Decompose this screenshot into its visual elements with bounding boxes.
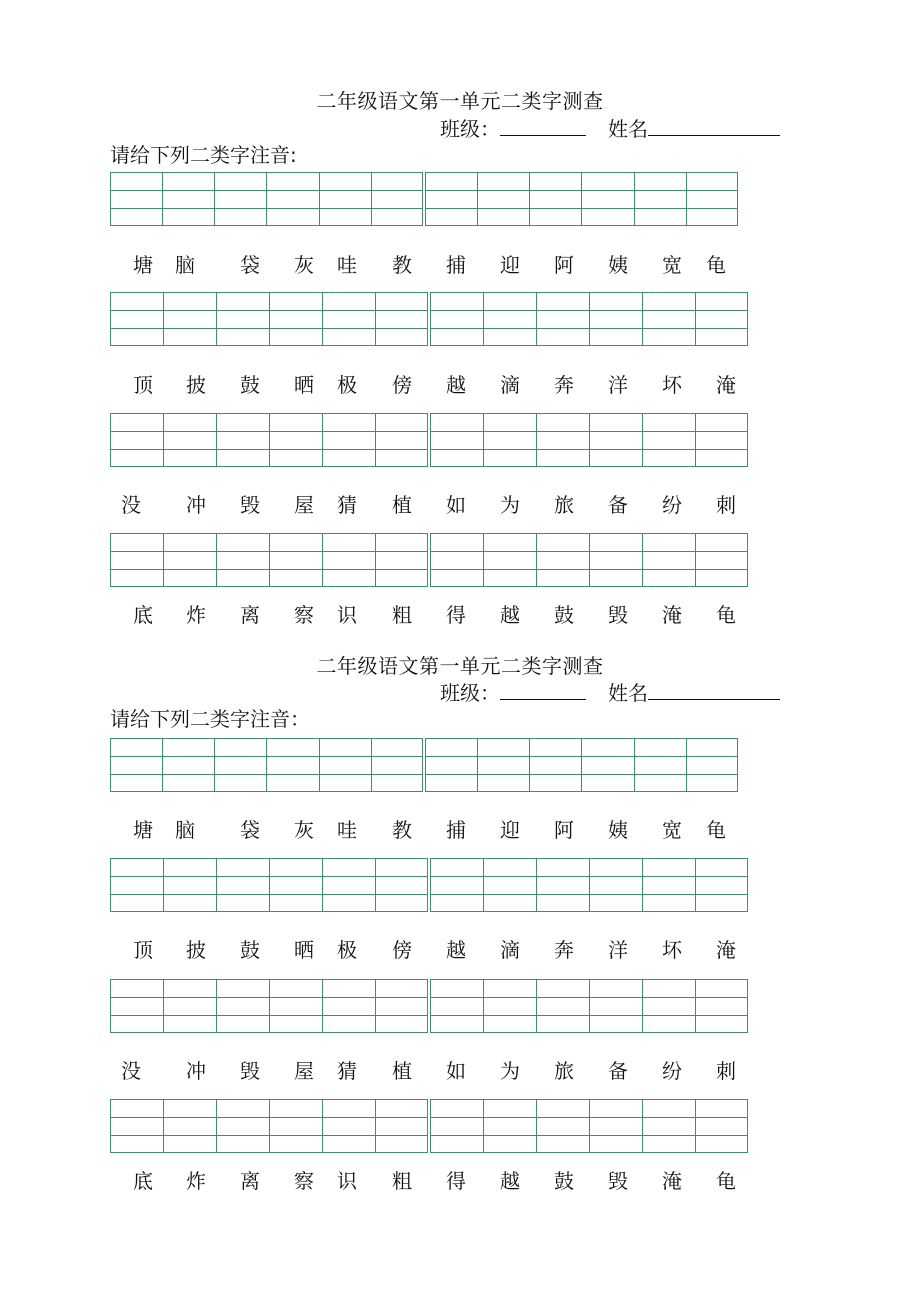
hanzi-char: 鼓: [240, 373, 260, 397]
pinyin-cell[interactable]: [430, 413, 483, 467]
char-row: [0, 816, 920, 844]
pinyin-grid[interactable]: [110, 738, 738, 792]
hanzi-char: 阿: [554, 253, 574, 277]
pinyin-cell[interactable]: [589, 858, 642, 912]
info-line: [440, 117, 780, 141]
hanzi-char: 教: [392, 253, 412, 277]
pinyin-cell[interactable]: [110, 1099, 163, 1153]
hanzi-char: 越: [446, 938, 466, 962]
class-blank-field[interactable]: [500, 681, 586, 700]
hanzi-char: 奔: [554, 373, 574, 397]
hanzi-char: 底: [133, 1169, 153, 1193]
hanzi-char: 宽: [662, 818, 682, 842]
pinyin-cell[interactable]: [319, 172, 371, 226]
hanzi-char: 灰: [294, 253, 314, 277]
hanzi-char: 哇: [337, 253, 357, 277]
pinyin-cell[interactable]: [536, 1099, 589, 1153]
hanzi-char: 姨: [608, 818, 628, 842]
pinyin-cell[interactable]: [163, 533, 216, 587]
hanzi-char: 旅: [554, 1059, 574, 1083]
grid-half: [110, 979, 428, 1033]
pinyin-cell[interactable]: [425, 172, 477, 226]
pinyin-cell[interactable]: [269, 858, 322, 912]
hanzi-char: 袋: [240, 818, 260, 842]
grid-half: [430, 858, 748, 912]
name-blank-field[interactable]: [648, 681, 780, 700]
pinyin-cell[interactable]: [536, 858, 589, 912]
grid-half: [425, 738, 738, 792]
hanzi-char: 粗: [392, 1169, 412, 1193]
hanzi-char: 刺: [716, 493, 736, 517]
hanzi-char: 傍: [392, 373, 412, 397]
hanzi-char: 底: [133, 603, 153, 627]
pinyin-cell[interactable]: [477, 172, 529, 226]
pinyin-cell[interactable]: [216, 533, 269, 587]
hanzi-char: 察: [294, 603, 314, 627]
hanzi-char: 滴: [500, 373, 520, 397]
hanzi-char: 为: [500, 1059, 520, 1083]
hanzi-char: 越: [446, 373, 466, 397]
pinyin-grid[interactable]: [110, 292, 748, 346]
pinyin-cell[interactable]: [634, 172, 686, 226]
pinyin-cell[interactable]: [163, 292, 216, 346]
hanzi-char: 顶: [133, 938, 153, 962]
pinyin-cell[interactable]: [642, 1099, 695, 1153]
hanzi-char: 鼓: [240, 938, 260, 962]
grid-half: [430, 1099, 748, 1153]
class-label: 班级：: [440, 681, 500, 705]
hanzi-char: 奔: [554, 938, 574, 962]
pinyin-cell[interactable]: [642, 413, 695, 467]
hanzi-char: 毁: [240, 493, 260, 517]
hanzi-char: 姨: [608, 253, 628, 277]
hanzi-char: 极: [337, 938, 357, 962]
char-row: [0, 1057, 920, 1085]
pinyin-cell[interactable]: [589, 979, 642, 1033]
pinyin-cell[interactable]: [375, 1099, 428, 1153]
class-label: 班级：: [440, 117, 500, 141]
pinyin-cell[interactable]: [581, 172, 633, 226]
pinyin-cell[interactable]: [529, 172, 581, 226]
hanzi-char: 淹: [716, 373, 736, 397]
pinyin-cell[interactable]: [581, 738, 633, 792]
pinyin-cell[interactable]: [214, 172, 266, 226]
pinyin-cell[interactable]: [425, 738, 477, 792]
hanzi-char: 刺: [716, 1059, 736, 1083]
pinyin-cell[interactable]: [483, 292, 536, 346]
pinyin-cell[interactable]: [375, 292, 428, 346]
hanzi-char: 纷: [662, 493, 682, 517]
pinyin-grid[interactable]: [110, 858, 748, 912]
pinyin-cell[interactable]: [216, 979, 269, 1033]
hanzi-char: 如: [446, 1059, 466, 1083]
hanzi-char: 识: [337, 603, 357, 627]
grid-half: [110, 738, 423, 792]
pinyin-cell[interactable]: [162, 738, 214, 792]
hanzi-char: 猜: [337, 493, 357, 517]
hanzi-char: 洋: [608, 938, 628, 962]
hanzi-char: 极: [337, 373, 357, 397]
char-row: [0, 936, 920, 964]
pinyin-cell[interactable]: [536, 413, 589, 467]
pinyin-cell[interactable]: [642, 858, 695, 912]
name-label: 姓名: [608, 681, 648, 705]
hanzi-char: 龟: [716, 603, 736, 627]
hanzi-char: 迎: [500, 253, 520, 277]
pinyin-cell[interactable]: [110, 292, 163, 346]
hanzi-char: 得: [446, 1169, 466, 1193]
pinyin-cell[interactable]: [162, 172, 214, 226]
hanzi-char: 龟: [716, 1169, 736, 1193]
hanzi-char: 鼓: [554, 603, 574, 627]
class-blank-field[interactable]: [500, 117, 586, 136]
grid-half: [425, 172, 738, 226]
grid-half: [110, 858, 428, 912]
pinyin-cell[interactable]: [695, 979, 748, 1033]
char-row: [0, 491, 920, 519]
pinyin-cell[interactable]: [634, 738, 686, 792]
pinyin-cell[interactable]: [430, 292, 483, 346]
pinyin-cell[interactable]: [163, 979, 216, 1033]
hanzi-char: 离: [240, 603, 260, 627]
grid-half: [430, 292, 748, 346]
hanzi-char: 植: [392, 1059, 412, 1083]
pinyin-cell[interactable]: [483, 1099, 536, 1153]
hanzi-char: 识: [337, 1169, 357, 1193]
pinyin-cell[interactable]: [695, 1099, 748, 1153]
char-row: [0, 601, 920, 629]
pinyin-cell[interactable]: [319, 738, 371, 792]
pinyin-cell[interactable]: [269, 1099, 322, 1153]
grid-half: [110, 533, 428, 587]
pinyin-grid[interactable]: [110, 533, 748, 587]
pinyin-cell[interactable]: [266, 738, 318, 792]
pinyin-cell[interactable]: [483, 979, 536, 1033]
pinyin-cell[interactable]: [322, 292, 375, 346]
name-label: 姓名: [608, 117, 648, 141]
pinyin-cell[interactable]: [430, 858, 483, 912]
pinyin-cell[interactable]: [216, 292, 269, 346]
hanzi-char: 没: [121, 493, 141, 517]
pinyin-cell[interactable]: [686, 172, 738, 226]
grid-half: [110, 172, 423, 226]
pinyin-grid[interactable]: [110, 172, 738, 226]
pinyin-cell[interactable]: [163, 858, 216, 912]
hanzi-char: 为: [500, 493, 520, 517]
hanzi-char: 塘: [133, 818, 153, 842]
hanzi-char: 塘: [133, 253, 153, 277]
pinyin-cell[interactable]: [375, 979, 428, 1033]
instruction: 请给下列二类字注音:: [110, 143, 297, 167]
pinyin-cell[interactable]: [529, 738, 581, 792]
hanzi-char: 披: [186, 938, 206, 962]
pinyin-cell[interactable]: [642, 979, 695, 1033]
pinyin-cell[interactable]: [477, 738, 529, 792]
hanzi-char: 洋: [608, 373, 628, 397]
hanzi-char: 冲: [186, 493, 206, 517]
grid-half: [110, 292, 428, 346]
pinyin-grid[interactable]: [110, 413, 748, 467]
hanzi-char: 淹: [662, 1169, 682, 1193]
hanzi-char: 屋: [294, 493, 314, 517]
hanzi-char: 越: [500, 1169, 520, 1193]
pinyin-grid[interactable]: [110, 979, 748, 1033]
hanzi-char: 冲: [186, 1059, 206, 1083]
hanzi-char: 越: [500, 603, 520, 627]
hanzi-char: 顶: [133, 373, 153, 397]
hanzi-char: 植: [392, 493, 412, 517]
grid-half: [430, 979, 748, 1033]
instruction: 请给下列二类字注音：: [110, 707, 310, 731]
pinyin-cell[interactable]: [110, 858, 163, 912]
pinyin-cell[interactable]: [483, 413, 536, 467]
grid-half: [430, 413, 748, 467]
pinyin-cell[interactable]: [110, 413, 163, 467]
pinyin-cell[interactable]: [375, 413, 428, 467]
pinyin-cell[interactable]: [371, 738, 423, 792]
char-row: [0, 1167, 920, 1195]
hanzi-char: 阿: [554, 818, 574, 842]
pinyin-cell[interactable]: [483, 858, 536, 912]
hanzi-char: 察: [294, 1169, 314, 1193]
sheet-title: 二年级语文第一单元二类字测查: [316, 89, 604, 113]
hanzi-char: 坏: [662, 938, 682, 962]
pinyin-cell[interactable]: [695, 533, 748, 587]
pinyin-cell[interactable]: [695, 292, 748, 346]
hanzi-char: 傍: [392, 938, 412, 962]
pinyin-cell[interactable]: [375, 858, 428, 912]
pinyin-cell[interactable]: [483, 533, 536, 587]
pinyin-cell[interactable]: [589, 1099, 642, 1153]
pinyin-cell[interactable]: [642, 533, 695, 587]
pinyin-cell[interactable]: [430, 979, 483, 1033]
pinyin-cell[interactable]: [216, 858, 269, 912]
sheet-title: 二年级语文第一单元二类字测查: [316, 654, 604, 678]
name-blank-field[interactable]: [648, 117, 780, 136]
hanzi-char: 宽: [662, 253, 682, 277]
hanzi-char: 没: [121, 1059, 141, 1083]
hanzi-char: 粗: [392, 603, 412, 627]
pinyin-cell[interactable]: [322, 858, 375, 912]
hanzi-char: 猜: [337, 1059, 357, 1083]
pinyin-cell[interactable]: [110, 533, 163, 587]
pinyin-cell[interactable]: [214, 738, 266, 792]
hanzi-char: 袋: [240, 253, 260, 277]
hanzi-char: 脑: [175, 818, 195, 842]
hanzi-char: 坏: [662, 373, 682, 397]
pinyin-cell[interactable]: [536, 292, 589, 346]
hanzi-char: 捕: [446, 253, 466, 277]
pinyin-cell[interactable]: [110, 172, 162, 226]
hanzi-char: 备: [608, 493, 628, 517]
pinyin-cell[interactable]: [371, 172, 423, 226]
char-row: [0, 371, 920, 399]
char-row: [0, 251, 920, 279]
pinyin-cell[interactable]: [216, 1099, 269, 1153]
hanzi-char: 旅: [554, 493, 574, 517]
pinyin-cell[interactable]: [430, 1099, 483, 1153]
hanzi-char: 备: [608, 1059, 628, 1083]
pinyin-cell[interactable]: [695, 858, 748, 912]
hanzi-char: 屋: [294, 1059, 314, 1083]
grid-half: [110, 1099, 428, 1153]
hanzi-char: 淹: [662, 603, 682, 627]
pinyin-cell[interactable]: [589, 413, 642, 467]
grid-half: [430, 533, 748, 587]
pinyin-cell[interactable]: [163, 1099, 216, 1153]
hanzi-char: 脑: [175, 253, 195, 277]
pinyin-grid[interactable]: [110, 1099, 748, 1153]
pinyin-cell[interactable]: [589, 533, 642, 587]
grid-half: [110, 413, 428, 467]
hanzi-char: 得: [446, 603, 466, 627]
hanzi-char: 如: [446, 493, 466, 517]
pinyin-cell[interactable]: [110, 738, 162, 792]
pinyin-cell[interactable]: [269, 533, 322, 587]
hanzi-char: 迎: [500, 818, 520, 842]
pinyin-cell[interactable]: [322, 979, 375, 1033]
hanzi-char: 晒: [294, 373, 314, 397]
pinyin-cell[interactable]: [322, 533, 375, 587]
info-line: [440, 681, 780, 705]
hanzi-char: 捕: [446, 818, 466, 842]
hanzi-char: 哇: [337, 818, 357, 842]
pinyin-cell[interactable]: [695, 413, 748, 467]
pinyin-cell[interactable]: [536, 533, 589, 587]
pinyin-cell[interactable]: [642, 292, 695, 346]
pinyin-cell[interactable]: [163, 413, 216, 467]
pinyin-cell[interactable]: [589, 292, 642, 346]
pinyin-cell[interactable]: [322, 413, 375, 467]
hanzi-char: 炸: [186, 1169, 206, 1193]
pinyin-cell[interactable]: [110, 979, 163, 1033]
pinyin-cell[interactable]: [686, 738, 738, 792]
pinyin-cell[interactable]: [269, 292, 322, 346]
pinyin-cell[interactable]: [375, 533, 428, 587]
hanzi-char: 龟: [706, 818, 726, 842]
hanzi-char: 鼓: [554, 1169, 574, 1193]
hanzi-char: 披: [186, 373, 206, 397]
pinyin-cell[interactable]: [216, 413, 269, 467]
pinyin-cell[interactable]: [269, 979, 322, 1033]
pinyin-cell[interactable]: [536, 979, 589, 1033]
hanzi-char: 纷: [662, 1059, 682, 1083]
hanzi-char: 毁: [240, 1059, 260, 1083]
pinyin-cell[interactable]: [266, 172, 318, 226]
hanzi-char: 滴: [500, 938, 520, 962]
hanzi-char: 淹: [716, 938, 736, 962]
pinyin-cell[interactable]: [269, 413, 322, 467]
hanzi-char: 龟: [706, 253, 726, 277]
hanzi-char: 炸: [186, 603, 206, 627]
hanzi-char: 晒: [294, 938, 314, 962]
hanzi-char: 毁: [608, 603, 628, 627]
pinyin-cell[interactable]: [430, 533, 483, 587]
hanzi-char: 毁: [608, 1169, 628, 1193]
hanzi-char: 教: [392, 818, 412, 842]
hanzi-char: 灰: [294, 818, 314, 842]
pinyin-cell[interactable]: [322, 1099, 375, 1153]
hanzi-char: 离: [240, 1169, 260, 1193]
